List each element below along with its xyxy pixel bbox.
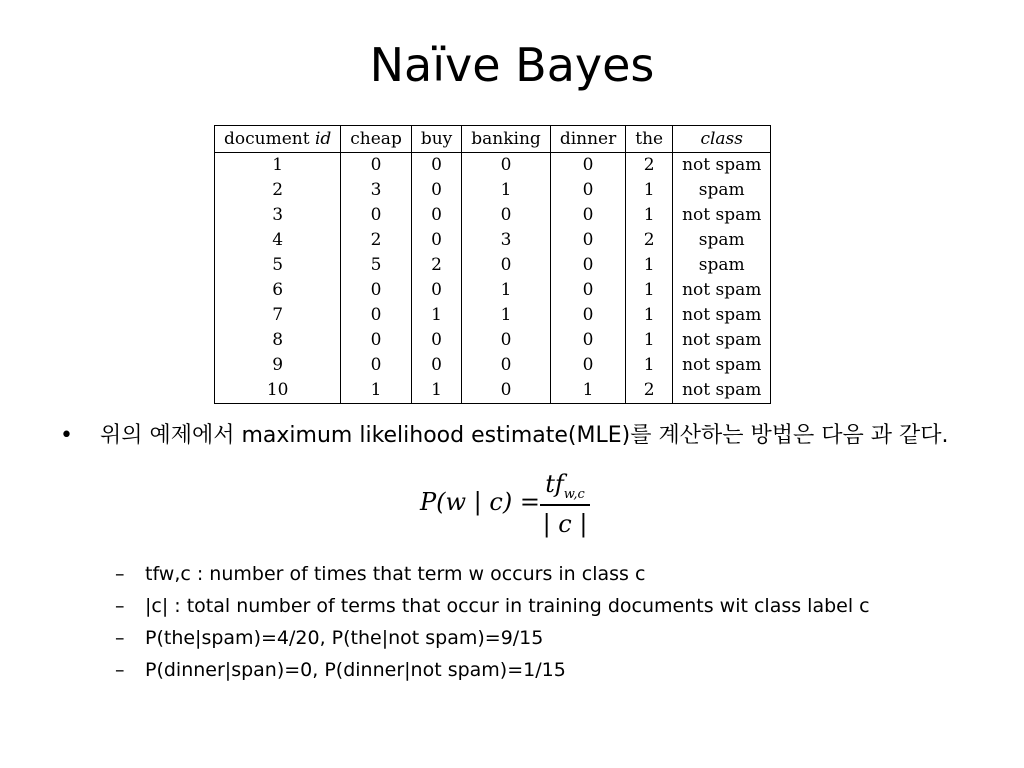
table-row xyxy=(215,278,771,303)
sub-bullet-marker: – xyxy=(115,659,125,681)
table-cell: 1 xyxy=(411,378,461,404)
table-cell: 0 xyxy=(341,303,412,328)
header-class: class xyxy=(673,126,771,153)
table-cell: 6 xyxy=(215,278,341,303)
table-row xyxy=(215,228,771,253)
table-cell: 0 xyxy=(462,353,551,378)
table-row xyxy=(215,203,771,228)
table-cell: 0 xyxy=(550,253,625,278)
sub-bullet-text: P(dinner|span)=0, P(dinner|not spam)=1/15 xyxy=(145,659,566,681)
table-cell: 0 xyxy=(550,278,625,303)
table-row xyxy=(215,303,771,328)
table-cell: 1 xyxy=(626,353,673,378)
table-cell: 5 xyxy=(215,253,341,278)
table-cell: 0 xyxy=(462,153,551,179)
table-cell: 0 xyxy=(411,203,461,228)
header-the: the xyxy=(626,126,673,153)
table-header-row xyxy=(215,126,771,153)
bullet-marker: • xyxy=(60,423,73,448)
table-cell: 0 xyxy=(341,353,412,378)
table-row xyxy=(215,153,771,179)
table-cell: 0 xyxy=(411,278,461,303)
data-table-container xyxy=(214,125,771,404)
table-cell: 0 xyxy=(550,153,625,179)
bullet-text: 위의 예제에서 maximum likelihood estimate(MLE)를 계산하는 방법은 다음 과 같다. xyxy=(100,423,949,448)
table-cell: 2 xyxy=(626,153,673,179)
table-cell: 1 xyxy=(341,378,412,404)
table-cell: 1 xyxy=(626,253,673,278)
table-cell: 2 xyxy=(215,178,341,203)
table-cell: 1 xyxy=(626,303,673,328)
header-document-id: document id xyxy=(215,126,341,153)
header-cheap: cheap xyxy=(341,126,412,153)
table-cell: not spam xyxy=(673,303,771,328)
table-cell: not spam xyxy=(673,278,771,303)
table-cell: 0 xyxy=(341,203,412,228)
table-cell: 0 xyxy=(411,228,461,253)
table-cell: 4 xyxy=(215,228,341,253)
table-cell: not spam xyxy=(673,378,771,404)
table-cell: 1 xyxy=(626,278,673,303)
table-cell: 3 xyxy=(215,203,341,228)
table-cell: 1 xyxy=(626,178,673,203)
table-cell: 0 xyxy=(462,378,551,404)
table-cell: 3 xyxy=(462,228,551,253)
header-buy: buy xyxy=(411,126,461,153)
table-cell: 0 xyxy=(550,328,625,353)
table-cell: 0 xyxy=(411,353,461,378)
table-cell: 0 xyxy=(462,253,551,278)
table-cell: not spam xyxy=(673,153,771,179)
table-cell: 1 xyxy=(215,153,341,179)
table-cell: 5 xyxy=(341,253,412,278)
table-row xyxy=(215,353,771,378)
sub-bullet-marker: – xyxy=(115,563,125,585)
table-cell: not spam xyxy=(673,328,771,353)
sub-bullet-marker: – xyxy=(115,627,125,649)
sub-bullet-text: |c| : total number of terms that occur in training documents wit class label c xyxy=(145,595,870,617)
table-cell: 0 xyxy=(550,228,625,253)
table-cell: 2 xyxy=(626,378,673,404)
formula-denominator: | c | xyxy=(542,510,588,538)
table-cell: 1 xyxy=(462,178,551,203)
table-cell: 0 xyxy=(462,203,551,228)
table-cell: 2 xyxy=(341,228,412,253)
table-cell: 2 xyxy=(411,253,461,278)
table-cell: 3 xyxy=(341,178,412,203)
header-dinner: dinner xyxy=(550,126,625,153)
table-cell: 0 xyxy=(550,303,625,328)
sub-bullet-item xyxy=(115,624,995,656)
header-banking: banking xyxy=(462,126,551,153)
table-cell: 0 xyxy=(341,153,412,179)
table-cell: 10 xyxy=(215,378,341,404)
table-cell: 0 xyxy=(550,353,625,378)
table-cell: 0 xyxy=(341,328,412,353)
table-row xyxy=(215,328,771,353)
sub-bullet-text: tfw,c : number of times that term w occurs in class c xyxy=(145,563,646,585)
formula-lhs: P(w | c) = xyxy=(420,488,540,516)
table-body xyxy=(215,153,771,404)
table-row xyxy=(215,378,771,404)
sub-bullet-list xyxy=(115,560,995,688)
sub-bullet-marker: – xyxy=(115,595,125,617)
sub-bullet-item xyxy=(115,560,995,592)
sub-bullet-text: P(the|spam)=4/20, P(the|not spam)=9/15 xyxy=(145,627,544,649)
sub-bullet-item xyxy=(115,656,995,688)
formula-numerator: $tf_{w,c}$ xyxy=(545,470,585,502)
document-term-table xyxy=(214,125,771,404)
table-cell: spam xyxy=(673,253,771,278)
table-cell: 7 xyxy=(215,303,341,328)
table-cell: 0 xyxy=(341,278,412,303)
table-cell: 0 xyxy=(411,178,461,203)
table-cell: 1 xyxy=(626,203,673,228)
table-cell: 0 xyxy=(550,203,625,228)
table-cell: not spam xyxy=(673,203,771,228)
table-cell: 1 xyxy=(626,328,673,353)
table-cell: 0 xyxy=(411,153,461,179)
table-cell: not spam xyxy=(673,353,771,378)
slide-title: Naïve Bayes xyxy=(369,38,655,92)
table-cell: 1 xyxy=(462,278,551,303)
table-cell: 1 xyxy=(462,303,551,328)
table-cell: 1 xyxy=(411,303,461,328)
table-cell: spam xyxy=(673,178,771,203)
table-cell: 1 xyxy=(550,378,625,404)
table-cell: spam xyxy=(673,228,771,253)
table-cell: 0 xyxy=(462,328,551,353)
table-row xyxy=(215,178,771,203)
table-cell: 0 xyxy=(550,178,625,203)
table-cell: 8 xyxy=(215,328,341,353)
fraction-bar xyxy=(540,504,590,506)
table-cell: 0 xyxy=(411,328,461,353)
table-cell: 9 xyxy=(215,353,341,378)
sub-bullet-item xyxy=(115,592,995,624)
formula-numerator-subscript: w,c xyxy=(563,486,585,502)
table-cell: 2 xyxy=(626,228,673,253)
table-row xyxy=(215,253,771,278)
